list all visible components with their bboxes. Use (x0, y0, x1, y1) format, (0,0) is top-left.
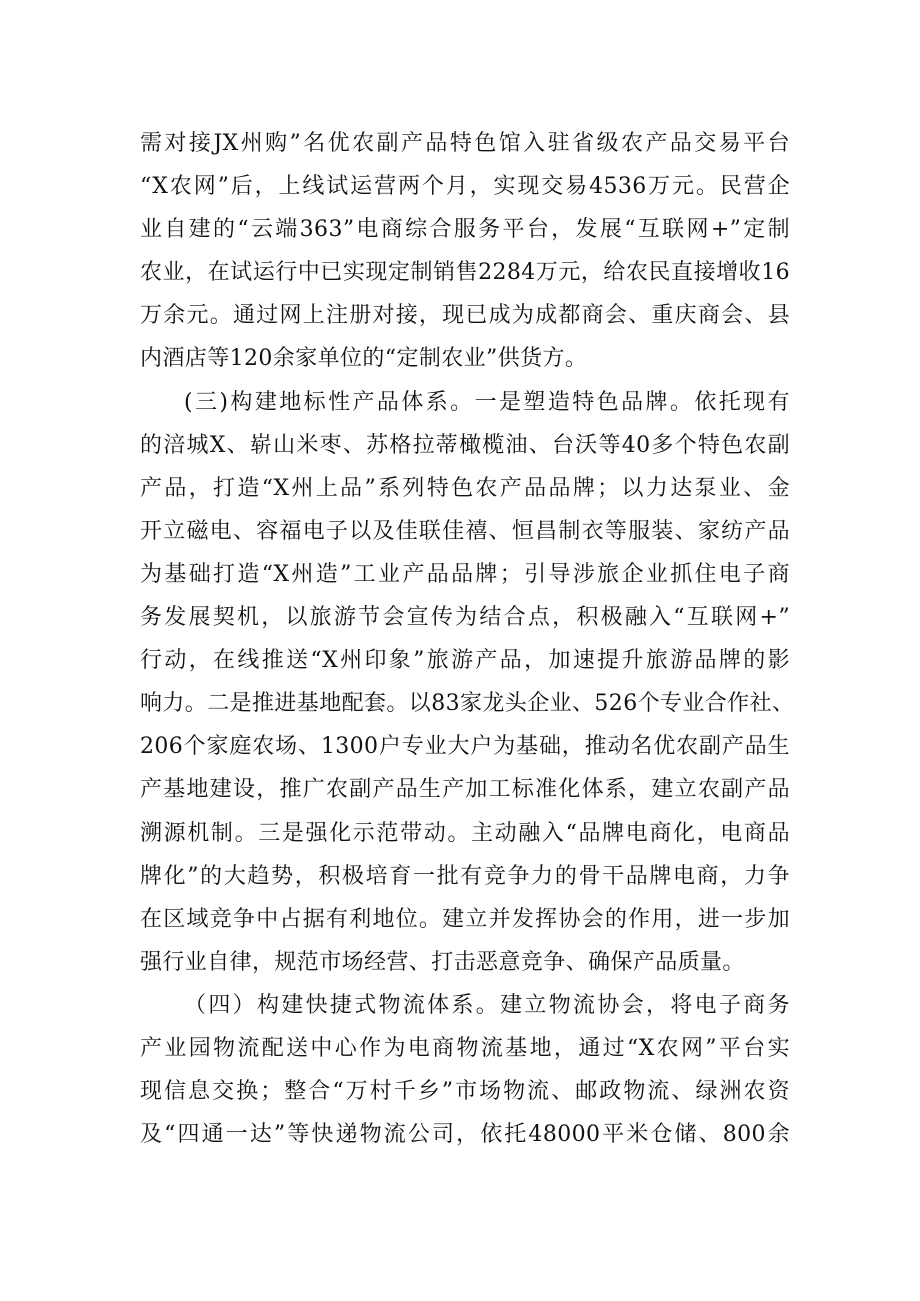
text-line: 溯源机制。三是强化示范带动。主动融入“品牌电商化，电商品 (140, 820, 790, 846)
text-line: 开立磁电、容福电子以及佳联佳禧、恒昌制衣等服装、家纺产品 (140, 518, 790, 544)
text-line: 牌化”的大趋势，积极培育一批有竞争力的骨干品牌电商，力争 (140, 863, 790, 889)
text-line: 的涪城X、崭山米枣、苏格拉蒂橄榄油、台沃等40多个特色农副 (140, 432, 790, 458)
text-line: 现信息交换；整合“万村千乡”市场物流、邮政物流、绿洲农资 (140, 1079, 790, 1105)
text-line: 在区域竞争中占据有利地位。建立并发挥协会的作用，进一步加 (140, 906, 790, 932)
text-line: 及“四通一达”等快递物流公司，依托48000平米仓储、800余 (140, 1122, 790, 1148)
text-line: 为基础打造“X州造”工业产品品牌；引导涉旅企业抓住电子商 (140, 561, 790, 587)
text-line: 206个家庭农场、1300户专业大户为基础，推动名优农副产品生 (140, 734, 790, 760)
text-line: 农业，在试运行中已实现定制销售2284万元，给农民直接增收16 (140, 260, 790, 286)
text-line: 务发展契机，以旅游节会宣传为结合点，积极融入“互联网+” (140, 605, 790, 631)
text-line: （四）构建快捷式物流体系。建立物流协会，将电子商务 (184, 992, 790, 1018)
text-line: (三)构建地标性产品体系。一是塑造特色品牌。依托现有 (184, 389, 790, 415)
text-line: 强行业自律，规范市场经营、打击恶意竞争、确保产品质量。 (140, 949, 745, 975)
text-line: 响力。二是推进基地配套。以83家龙头企业、526个专业合作社、 (140, 691, 795, 717)
text-line: 行动，在线推送“X州印象”旅游产品，加速提升旅游品牌的影 (140, 648, 790, 674)
text-line: 需对接JX州购”名优农副产品特色馆入驻省级农产品交易平台 (140, 131, 790, 156)
text-line: 万余元。通过网上注册对接，现已成为成都商会、重庆商会、县 (140, 303, 790, 329)
text-line: 产品，打造“X州上品”系列特色农产品品牌；以力达泵业、金 (140, 475, 790, 501)
text-line: 内酒店等120余家单位的“定制农业”供货方。 (140, 346, 588, 372)
body-text (140, 122, 795, 1156)
text-line: 产基地建设，推广农副产品生产加工标准化体系，建立农副产品 (140, 777, 790, 803)
text-line: “X农网”后，上线试运营两个月，实现交易4536万元。民营企 (140, 174, 790, 200)
text-line: 产业园物流配送中心作为电商物流基地，通过“X农网”平台实 (140, 1035, 790, 1061)
text-line: 业自建的“云端363”电商综合服务平台，发展“互联网+”定制 (140, 217, 790, 243)
